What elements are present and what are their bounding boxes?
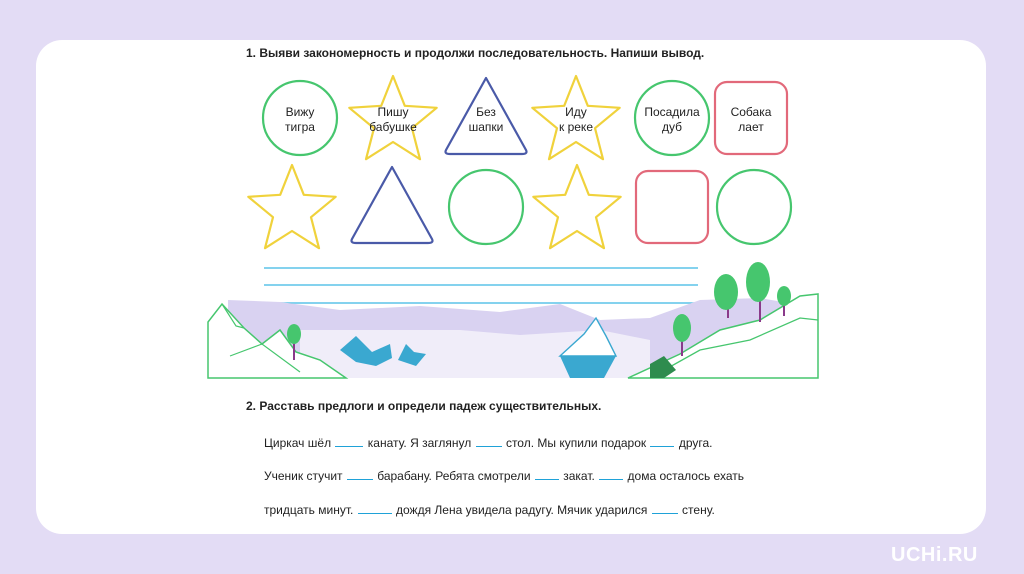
- task1-title: 1. Выяви закономерность и продолжи последовательность. Напиши вывод.: [246, 46, 705, 60]
- sentence-fragment: тридцать минут.: [264, 503, 354, 517]
- shape-label: Вижу тигра: [285, 105, 315, 134]
- sentence-fragment: дождя Лена увидела радугу. Мячик ударился: [396, 503, 648, 517]
- sentence-fragment: друга.: [678, 436, 713, 450]
- fill-in-blank[interactable]: [335, 434, 363, 447]
- sentence-line: [264, 501, 715, 517]
- fill-in-blank[interactable]: [476, 434, 502, 447]
- fill-in-blank[interactable]: [358, 501, 392, 514]
- shape-label: Собака лает: [730, 105, 772, 134]
- sentence-line: [264, 467, 744, 483]
- fill-in-blank[interactable]: [652, 501, 678, 514]
- sentence-line: [264, 434, 713, 450]
- sentence-fragment: дома осталось ехать: [627, 469, 744, 483]
- sentence-fragment: барабану. Ребята смотрели: [377, 469, 531, 483]
- fill-in-blank[interactable]: [650, 434, 674, 447]
- sentence-fragment: стену.: [682, 503, 715, 517]
- task2-title: 2. Расставь предлоги и определи падеж существительных.: [246, 399, 602, 413]
- sentence-fragment: канату. Я заглянул: [367, 436, 472, 450]
- shape-label: Пишу бабушке: [369, 105, 417, 134]
- uchi-logo: UCHi.RU: [891, 544, 978, 566]
- fill-in-blank[interactable]: [535, 467, 559, 480]
- fill-in-blank[interactable]: [599, 467, 623, 480]
- shape-label: Без шапки: [468, 105, 504, 134]
- sentence-fragment: стол. Мы купили подарок: [505, 436, 647, 450]
- sentence-fragment: Ученик стучит: [264, 469, 343, 483]
- fill-in-blank[interactable]: [347, 467, 373, 480]
- sentence-fragment: Циркач шёл: [264, 436, 332, 450]
- shape-label: Иду к реке: [559, 105, 593, 134]
- shape-label: Посадила дуб: [644, 105, 700, 134]
- sentence-fragment: закат.: [563, 469, 595, 483]
